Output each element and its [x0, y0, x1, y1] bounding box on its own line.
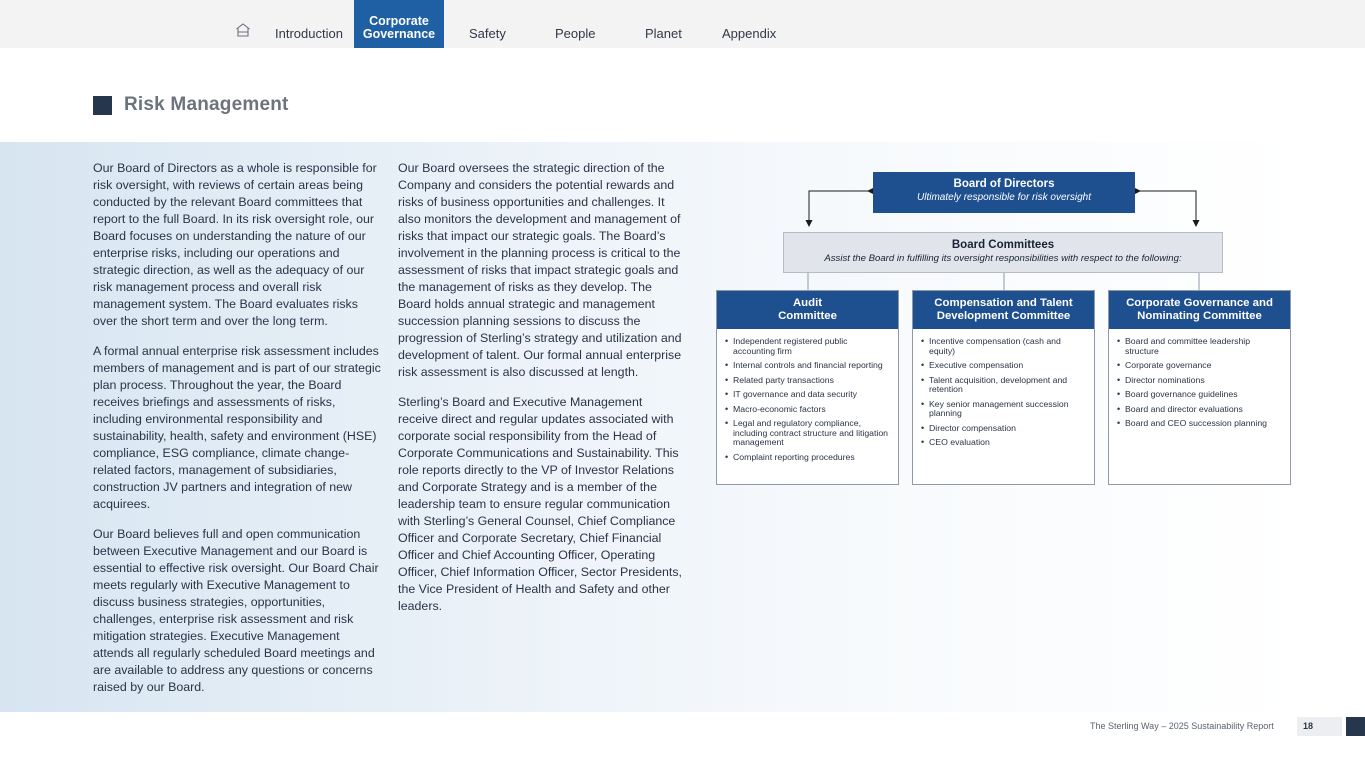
- list-item: • Complaint reporting procedures: [725, 453, 890, 463]
- list-item: • CEO evaluation: [921, 438, 1086, 448]
- committee-title-line1: Compensation and Talent: [934, 297, 1073, 309]
- nav-active-line1: Corporate: [369, 14, 429, 28]
- list-item: • Board governance guidelines: [1117, 390, 1282, 400]
- committee-title-line2: Development Committee: [936, 310, 1071, 322]
- list-item: • Incentive compensation (cash and equity): [921, 337, 1086, 356]
- paragraph: Sterling’s Board and Executive Management receive direct and regular updates associated with corporate social responsibility from the Head of Corporate Communications and Sustainability. This role reports directly to the VP of Investor Relations and Corporate Strategy and is a member of the leadership team to ensure regular communication with Sterling’s General Counsel, Chief Compliance Officer and Corporate Secretary, Chief Financial Officer and Chief Accounting Officer, Operating Officer, Chief Information Officer, Sector Presidents, the Vice President of Health and Safety and other leaders.: [398, 395, 682, 613]
- list-item: • IT governance and data security: [725, 390, 890, 400]
- nav-introduction[interactable]: Introduction: [275, 26, 343, 41]
- list-item: • Talent acquisition, development and retention: [921, 376, 1086, 395]
- list-item: • Board and CEO succession planning: [1117, 419, 1282, 429]
- committee-heading: [717, 291, 898, 329]
- list-item: • Director nominations: [1117, 376, 1282, 386]
- list-item: • Key senior management succession planning: [921, 400, 1086, 419]
- committees-title: Board Committees: [951, 239, 1055, 251]
- list-item: • Legal and regulatory compliance, including contract structure and litigation management: [725, 419, 890, 448]
- page-marker: [1346, 717, 1365, 736]
- section-title: Risk Management: [124, 94, 289, 115]
- board-of-directors-box: [873, 172, 1135, 213]
- list-item: • Director compensation: [921, 424, 1086, 434]
- list-item: • Related party transactions: [725, 376, 890, 386]
- committee-title-line1: Corporate Governance and: [1126, 297, 1273, 309]
- committee-heading: [1109, 291, 1290, 329]
- footer-report-title: The Sterling Way – 2025 Sustainability Report: [1090, 721, 1274, 731]
- board-title: Board of Directors: [953, 178, 1055, 190]
- list-item: • Board and committee leadership structure: [1117, 337, 1282, 356]
- paragraph: A formal annual enterprise risk assessment includes members of management and is part of our strategic plan process. Throughout the year, the Board receives briefings and assessments of risks, including environmental responsibility and sustainability, health, safety and environment (HSE) compliance, ESG compliance, climate change-related factors, management of subsidiaries, construction JV partners and integration of new acquirees.: [93, 344, 381, 511]
- committee-title-line1: Audit: [792, 297, 823, 309]
- board-subtitle: Ultimately responsible for risk oversight: [917, 192, 1091, 203]
- list-item: • Board and director evaluations: [1117, 405, 1282, 415]
- audit-committee-box: [716, 290, 899, 485]
- committee-list: [1109, 329, 1290, 429]
- nav-planet[interactable]: Planet: [645, 26, 682, 41]
- list-item: • Independent registered public accounting firm: [725, 337, 890, 356]
- governance-committee-box: [1108, 290, 1291, 485]
- committee-title-line2: Nominating Committee: [1137, 310, 1262, 322]
- list-item: • Internal controls and financial reporting: [725, 361, 890, 371]
- paragraph: Our Board believes full and open communication between Executive Management and our Board is essential to effective risk oversight. Our Board Chair meets regularly with Executive Management to discuss business strategies, opportunities, challenges, enterprise risk assessment and risk mitigation strategies. Executive Management attends all regularly scheduled Board meetings and are available to address any questions or concerns raised by our Board.: [93, 527, 379, 694]
- page-number: 18: [1297, 717, 1342, 736]
- nav-safety[interactable]: Safety: [469, 26, 506, 41]
- committee-list: [913, 329, 1094, 448]
- committee-heading: [913, 291, 1094, 329]
- committees-subtitle: Assist the Board in fulfilling its oversight responsibilities with respect to the following:: [824, 253, 1182, 264]
- list-item: • Corporate governance: [1117, 361, 1282, 371]
- paragraph: Our Board oversees the strategic direction of the Company and considers the potential rewards and risks of business opportunities and challenges. It also monitors the development and management of risks that impact our strategic goals. The Board’s involvement in the planning process is critical to the assessment of risks that impact strategic goals and the management of risks as they develop. The Board holds annual strategic and management succession planning sessions to discuss the progression of Sterling’s strategy and utilization and development of talent. Our formal annual enterprise risk assessment is also discussed at length.: [398, 161, 682, 379]
- left-arrow: [809, 191, 868, 226]
- list-item: • Macro-economic factors: [725, 405, 890, 415]
- nav-appendix[interactable]: Appendix: [722, 26, 777, 41]
- board-committees-box: [783, 232, 1223, 273]
- nav-people[interactable]: People: [555, 26, 596, 41]
- right-arrow: [1140, 191, 1196, 226]
- list-item: • Executive compensation: [921, 361, 1086, 371]
- nav-active-line2: Governance: [362, 27, 436, 41]
- compensation-committee-box: [912, 290, 1095, 485]
- committee-list: [717, 329, 898, 462]
- paragraph: Our Board of Directors as a whole is responsible for risk oversight, with reviews of certain areas being conducted by the relevant Board committees that report to the full Board. In its risk oversight role, our Board focuses on understanding the nature of our enterprise risks, including our operations and strategic direction, as well as the adequacy of our risk management process and overall risk management system. The Board evaluates risks over the short term and over the long term.: [93, 161, 377, 328]
- committee-title-line2: Committee: [778, 310, 837, 322]
